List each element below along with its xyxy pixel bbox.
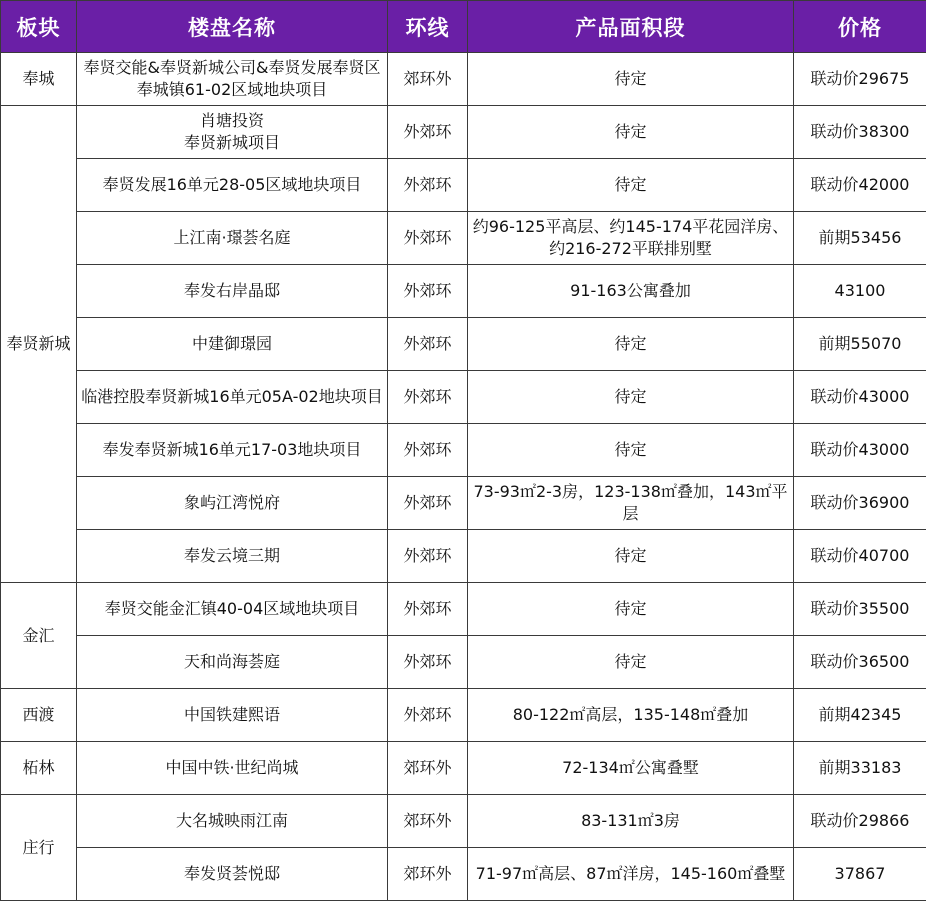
ring-cell: 外郊环 bbox=[388, 265, 468, 318]
table-row bbox=[1, 371, 926, 424]
table-row bbox=[1, 848, 926, 901]
table-row bbox=[1, 159, 926, 212]
ring-cell: 郊环外 bbox=[388, 795, 468, 848]
header-price: 价格 bbox=[794, 1, 926, 53]
price-cell: 联动价40700 bbox=[794, 530, 926, 583]
size-cell: 待定 bbox=[468, 636, 794, 689]
size-cell: 待定 bbox=[468, 159, 794, 212]
size-cell: 待定 bbox=[468, 424, 794, 477]
table-row bbox=[1, 530, 926, 583]
ring-cell: 外郊环 bbox=[388, 106, 468, 159]
project-cell: 奉贤交能&奉贤新城公司&奉贤发展奉贤区奉城镇61-02区域地块项目 bbox=[77, 53, 388, 106]
price-cell: 联动价35500 bbox=[794, 583, 926, 636]
size-cell: 80-122㎡高层，135-148㎡叠加 bbox=[468, 689, 794, 742]
table-row bbox=[1, 424, 926, 477]
table-row bbox=[1, 318, 926, 371]
project-cell: 中国中铁·世纪尚城 bbox=[77, 742, 388, 795]
table-row bbox=[1, 689, 926, 742]
area-cell: 西渡 bbox=[1, 689, 77, 742]
header-area: 板块 bbox=[1, 1, 77, 53]
table-row bbox=[1, 583, 926, 636]
project-cell: 临港控股奉贤新城16单元05A-02地块项目 bbox=[77, 371, 388, 424]
area-cell: 奉城 bbox=[1, 53, 77, 106]
ring-cell: 外郊环 bbox=[388, 159, 468, 212]
area-cell: 奉贤新城 bbox=[1, 106, 77, 583]
price-cell: 联动价36500 bbox=[794, 636, 926, 689]
header-project: 楼盘名称 bbox=[77, 1, 388, 53]
project-cell: 大名城映雨江南 bbox=[77, 795, 388, 848]
header-row bbox=[1, 1, 926, 53]
project-cell: 上江南·璟荟名庭 bbox=[77, 212, 388, 265]
price-cell: 联动价38300 bbox=[794, 106, 926, 159]
size-cell: 73-93㎡2-3房，123-138㎡叠加，143㎡平层 bbox=[468, 477, 794, 530]
table-row bbox=[1, 212, 926, 265]
size-cell: 约96-125平高层、约145-174平花园洋房、约216-272平联排别墅 bbox=[468, 212, 794, 265]
project-cell: 奉发云境三期 bbox=[77, 530, 388, 583]
ring-cell: 外郊环 bbox=[388, 371, 468, 424]
ring-cell: 郊环外 bbox=[388, 53, 468, 106]
project-cell: 中国铁建熙语 bbox=[77, 689, 388, 742]
size-cell: 待定 bbox=[468, 371, 794, 424]
project-cell: 肖塘投资 奉贤新城项目 bbox=[77, 106, 388, 159]
header-ring: 环线 bbox=[388, 1, 468, 53]
area-cell: 柘林 bbox=[1, 742, 77, 795]
price-cell: 联动价43000 bbox=[794, 371, 926, 424]
price-cell: 43100 bbox=[794, 265, 926, 318]
ring-cell: 郊环外 bbox=[388, 742, 468, 795]
size-cell: 待定 bbox=[468, 583, 794, 636]
price-cell: 前期55070 bbox=[794, 318, 926, 371]
project-cell: 天和尚海荟庭 bbox=[77, 636, 388, 689]
price-cell: 37867 bbox=[794, 848, 926, 901]
ring-cell: 外郊环 bbox=[388, 689, 468, 742]
table-row bbox=[1, 265, 926, 318]
price-cell: 联动价36900 bbox=[794, 477, 926, 530]
price-cell: 前期53456 bbox=[794, 212, 926, 265]
ring-cell: 外郊环 bbox=[388, 530, 468, 583]
price-cell: 联动价29675 bbox=[794, 53, 926, 106]
table-row bbox=[1, 106, 926, 159]
ring-cell: 外郊环 bbox=[388, 636, 468, 689]
size-cell: 72-134㎡公寓叠墅 bbox=[468, 742, 794, 795]
price-cell: 前期42345 bbox=[794, 689, 926, 742]
size-cell: 71-97㎡高层、87㎡洋房，145-160㎡叠墅 bbox=[468, 848, 794, 901]
ring-cell: 外郊环 bbox=[388, 424, 468, 477]
table-row bbox=[1, 742, 926, 795]
project-cell: 中建御璟园 bbox=[77, 318, 388, 371]
table-row bbox=[1, 477, 926, 530]
project-cell: 奉贤发展16单元28-05区域地块项目 bbox=[77, 159, 388, 212]
ring-cell: 外郊环 bbox=[388, 477, 468, 530]
ring-cell: 郊环外 bbox=[388, 848, 468, 901]
area-cell: 金汇 bbox=[1, 583, 77, 689]
table-row bbox=[1, 636, 926, 689]
price-cell: 联动价42000 bbox=[794, 159, 926, 212]
project-cell: 奉贤交能金汇镇40-04区域地块项目 bbox=[77, 583, 388, 636]
ring-cell: 外郊环 bbox=[388, 318, 468, 371]
size-cell: 待定 bbox=[468, 106, 794, 159]
project-cell: 象屿江湾悦府 bbox=[77, 477, 388, 530]
table-row bbox=[1, 795, 926, 848]
ring-cell: 外郊环 bbox=[388, 583, 468, 636]
table-row bbox=[1, 53, 926, 106]
project-cell: 奉发贤荟悦邸 bbox=[77, 848, 388, 901]
size-cell: 待定 bbox=[468, 53, 794, 106]
size-cell: 待定 bbox=[468, 318, 794, 371]
price-cell: 联动价43000 bbox=[794, 424, 926, 477]
size-cell: 83-131㎡3房 bbox=[468, 795, 794, 848]
project-cell: 奉发奉贤新城16单元17-03地块项目 bbox=[77, 424, 388, 477]
ring-cell: 外郊环 bbox=[388, 212, 468, 265]
price-cell: 前期33183 bbox=[794, 742, 926, 795]
size-cell: 待定 bbox=[468, 530, 794, 583]
project-cell: 奉发右岸晶邸 bbox=[77, 265, 388, 318]
price-cell: 联动价29866 bbox=[794, 795, 926, 848]
area-cell: 庄行 bbox=[1, 795, 77, 901]
header-size: 产品面积段 bbox=[468, 1, 794, 53]
size-cell: 91-163公寓叠加 bbox=[468, 265, 794, 318]
